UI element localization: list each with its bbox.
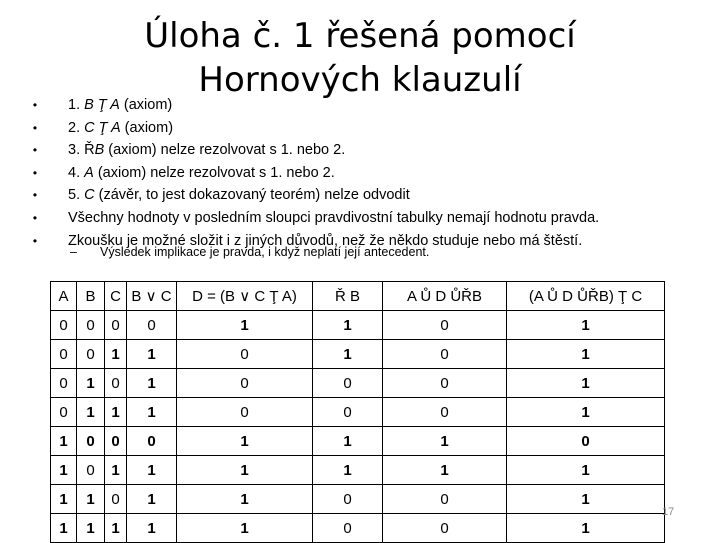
table-cell: 1 <box>105 456 127 485</box>
table-cell: 0 <box>77 340 105 369</box>
table-cell: 0 <box>105 311 127 340</box>
table-cell: 0 <box>127 311 177 340</box>
table-cell: 0 <box>177 369 313 398</box>
bullet-item <box>28 117 708 140</box>
table-cell: 0 <box>105 427 127 456</box>
bullet-marker: • <box>32 188 38 203</box>
table-cell: 0 <box>313 398 383 427</box>
bullet-text: (axiom) <box>120 119 174 136</box>
table-cell: 1 <box>507 514 665 543</box>
table-header-cell: B <box>77 282 105 311</box>
table-cell: 1 <box>127 514 177 543</box>
bullet-marker: • <box>32 143 38 158</box>
table-cell: 0 <box>313 485 383 514</box>
table-cell: 0 <box>105 485 127 514</box>
table-cell: 0 <box>313 514 383 543</box>
bullet-item <box>28 162 708 185</box>
bullet-marker: • <box>32 233 38 248</box>
table-cell: 1 <box>127 485 177 514</box>
table-cell: 1 <box>507 398 665 427</box>
table-header-cell: A <box>51 282 77 311</box>
table-cell: 0 <box>51 340 77 369</box>
table-cell: 1 <box>383 427 507 456</box>
table-cell: 0 <box>105 369 127 398</box>
table-row <box>51 456 665 485</box>
bullet-text: 4. <box>68 164 85 181</box>
table-cell: 0 <box>383 340 507 369</box>
bullet-text: 1. <box>68 97 85 113</box>
table-cell: 1 <box>507 311 665 340</box>
bullet-text-italic: B <box>94 142 105 159</box>
table-cell: 1 <box>383 456 507 485</box>
table-cell: 1 <box>127 369 177 398</box>
table-header-cell: (A Ů D ŮŘB) Ţ C <box>507 282 665 311</box>
table-row <box>51 369 665 398</box>
sub-bullet <box>70 245 429 259</box>
table-row <box>51 311 665 340</box>
table-cell: 0 <box>51 398 77 427</box>
bullet-item <box>28 94 708 117</box>
table-cell: 1 <box>51 427 77 456</box>
bullet-marker: • <box>32 165 38 180</box>
slide-title: Úloha č. 1 řešená pomocí Hornových klauzulí <box>144 16 576 100</box>
bullet-text: (axiom) nelze rezolvovat s 1. nebo 2. <box>104 142 346 159</box>
bullet-text: 3. Ř <box>68 142 95 159</box>
bullet-item <box>28 139 708 162</box>
table-header-cell: C <box>105 282 127 311</box>
bullet-marker: • <box>32 210 38 225</box>
table-cell: 0 <box>383 311 507 340</box>
table-row <box>51 340 665 369</box>
sub-bullet-text: Výsledek implikace je pravda, i když neplatí její antecedent. <box>100 245 430 259</box>
table-cell: 0 <box>177 398 313 427</box>
table-cell: 0 <box>313 369 383 398</box>
table-cell: 0 <box>507 427 665 456</box>
table-cell: 1 <box>313 340 383 369</box>
table-cell: 1 <box>313 456 383 485</box>
sub-bullet-dash: – <box>70 245 77 259</box>
table-header-cell: Ř B <box>313 282 383 311</box>
table-cell: 0 <box>177 340 313 369</box>
table-cell: 0 <box>77 427 105 456</box>
bullet-text-italic: B Ţ A <box>84 97 120 113</box>
table-cell: 1 <box>51 514 77 543</box>
bullet-text-italic: C Ţ A <box>84 119 121 136</box>
table-cell: 1 <box>177 427 313 456</box>
table-cell: 1 <box>127 398 177 427</box>
table-row <box>51 398 665 427</box>
bullet-text: Zkoušku je možné složit i z jiných důvodů, než že někdo studuje nebo má štěstí. <box>68 232 583 249</box>
bullet-text: 5. <box>68 187 85 204</box>
table-cell: 1 <box>105 340 127 369</box>
bullet-marker: • <box>32 120 38 135</box>
bullet-text: 2. <box>68 119 85 136</box>
table-row <box>51 427 665 456</box>
bullet-list <box>28 94 708 252</box>
table-cell: 0 <box>383 369 507 398</box>
bullet-text: (závěr, to jest dokazovaný teorém) nelze odvodit <box>94 187 410 204</box>
table-cell: 0 <box>51 369 77 398</box>
table-cell: 1 <box>313 311 383 340</box>
bullet-item <box>28 207 708 230</box>
table-cell: 0 <box>51 311 77 340</box>
bullet-text: (axiom) <box>119 97 173 113</box>
table-cell: 1 <box>177 485 313 514</box>
table-cell: 1 <box>177 514 313 543</box>
table-cell: 0 <box>77 456 105 485</box>
bullet-text: (axiom) nelze rezolvovat s 1. nebo 2. <box>93 164 335 181</box>
page-number: 17 <box>662 506 675 518</box>
bullet-item <box>28 184 708 207</box>
table-cell: 1 <box>507 456 665 485</box>
table-cell: 1 <box>177 456 313 485</box>
table-cell: 1 <box>507 485 665 514</box>
bullet-text-italic: C <box>84 187 95 204</box>
table-header-cell: B ∨ C <box>127 282 177 311</box>
table-header-cell: D = (B ∨ C Ţ A) <box>177 282 313 311</box>
table-cell: 1 <box>77 369 105 398</box>
table-cell: 1 <box>507 340 665 369</box>
table-cell: 1 <box>105 514 127 543</box>
bullet-text-italic: A <box>84 164 94 181</box>
table-header-cell: A Ů D ŮŘB <box>383 282 507 311</box>
truth-table-header <box>51 282 665 311</box>
table-cell: 0 <box>383 485 507 514</box>
table-cell: 0 <box>77 311 105 340</box>
table-row <box>51 485 665 514</box>
table-cell: 0 <box>383 514 507 543</box>
table-row <box>51 514 665 543</box>
table-cell: 0 <box>127 427 177 456</box>
table-cell: 1 <box>507 369 665 398</box>
table-cell: 1 <box>127 456 177 485</box>
table-cell: 1 <box>77 398 105 427</box>
table-cell: 1 <box>177 311 313 340</box>
table-cell: 1 <box>51 485 77 514</box>
table-cell: 0 <box>383 398 507 427</box>
bullet-marker: • <box>32 98 38 112</box>
bullet-text: Všechny hodnoty v posledním sloupci pravdivostní tabulky nemají hodnotu pravda. <box>68 209 600 226</box>
table-cell: 1 <box>127 340 177 369</box>
table-cell: 1 <box>77 514 105 543</box>
table-cell: 1 <box>51 456 77 485</box>
table-cell: 1 <box>105 398 127 427</box>
table-cell: 1 <box>77 485 105 514</box>
table-cell: 1 <box>313 427 383 456</box>
truth-table <box>50 281 665 543</box>
